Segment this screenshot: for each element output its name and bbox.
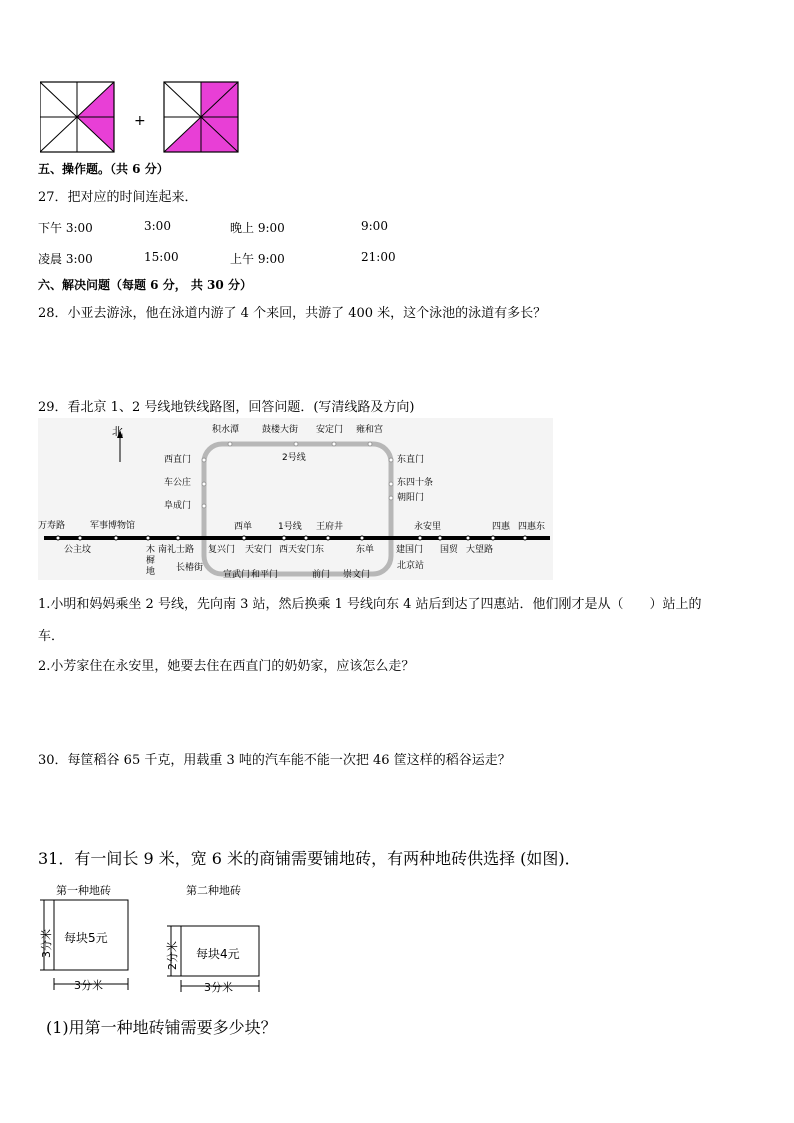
station-label: 军事博物馆 [90, 521, 136, 531]
station-label: 宣武门 [223, 570, 251, 580]
line2-label: 2号线 [282, 453, 306, 463]
station-label: 西单 [234, 522, 253, 532]
q29-sub1-line2: 车． [38, 629, 65, 644]
station-label: 和平门 [251, 570, 279, 580]
tile1-name: 第一种地砖 [56, 884, 111, 897]
q27-item: 上午 9:00 [230, 252, 285, 266]
station-label: 雍和宫 [356, 425, 384, 435]
q27-item: 晚上 9:00 [230, 221, 285, 235]
q29-title: 29．看北京 1、2 号线地铁线路图，回答问题．(写清线路及方向) [38, 400, 415, 415]
station-label: 王府井 [316, 522, 344, 532]
line1-label: 1号线 [278, 522, 302, 532]
q27-item: 凌晨 3:00 [38, 252, 93, 266]
fraction-figure [40, 80, 245, 155]
q27-item: 15:00 [144, 250, 179, 264]
q31-title: 31．有一间长 9 米，宽 6 米的商铺需要铺地砖，有两种地砖供选择 (如图)． [38, 849, 581, 868]
tile1-width: 3分米 [74, 979, 103, 992]
station-label: 安定门 [316, 425, 344, 435]
station-label: 万寿路 [38, 521, 66, 531]
station-label: 东四十条 [397, 478, 434, 488]
station-label: 车公庄 [164, 478, 192, 488]
fraction-square-right [164, 82, 238, 152]
station-label: 西直门 [164, 455, 192, 465]
fraction-square-left [40, 82, 114, 152]
q31-sub1: (1)用第一种地砖铺需要多少块？ [46, 1018, 277, 1037]
station-label: 国贸 [440, 545, 459, 555]
station-label: 东单 [356, 545, 375, 555]
station-label: 建国门 [396, 545, 424, 555]
station-label: 前门 [312, 570, 331, 580]
station-label: 崇文门 [343, 570, 371, 580]
tile1-price: 每块5元 [64, 931, 108, 945]
tile-diagrams [38, 880, 278, 1000]
station-label: 朝阳门 [397, 493, 425, 503]
station-label: 木 [146, 545, 156, 555]
station-label: 公主坟 [64, 545, 92, 555]
tile2-width: 3分米 [204, 981, 233, 994]
station-label: 鼓楼大街 [262, 425, 299, 435]
station-label: 四惠 [492, 522, 511, 532]
subway-map [38, 418, 553, 580]
tile2-height: 2分米 [166, 941, 179, 970]
q27-item: 9:00 [361, 219, 388, 233]
station-label: 天安门 [245, 545, 273, 555]
north-label: 北 [112, 425, 123, 438]
q27-item: 下午 3:00 [38, 221, 93, 235]
station-label: 地 [146, 567, 156, 577]
q29-sub2: 2.小芳家住在永安里，她要去住在西直门的奶奶家，应该怎么走？ [38, 659, 415, 674]
station-label: 大望路 [466, 545, 494, 555]
station-label: 西天安门东 [279, 545, 325, 555]
q30-text: 30．每筐稻谷 65 千克，用载重 3 吨的汽车能不能一次把 46 筐这样的稻谷运走？ [38, 753, 511, 768]
q29-sub1-line1: 1.小明和妈妈乘坐 2 号线，先向南 3 站，然后换乘 1 号线向东 4 站后到达了四惠站．他们刚才是从（ ）站上的 [38, 597, 702, 612]
q27-item: 3:00 [144, 219, 171, 233]
tile2-name: 第二种地砖 [186, 884, 241, 897]
station-label: 永安里 [414, 522, 442, 532]
section6-heading: 六、解决问题（每题 6 分， 共 30 分） [38, 278, 252, 292]
station-label: 东直门 [397, 455, 425, 465]
section5-heading: 五、操作题。（共 6 分） [38, 162, 169, 176]
station-label: 北京站 [397, 561, 425, 571]
station-label: 南礼士路 [158, 545, 195, 555]
station-label: 复兴门 [208, 545, 236, 555]
tile1-height: 3分米 [40, 929, 53, 958]
q28-text: 28．小亚去游泳，他在泳道内游了 4 个来回，共游了 400 米，这个泳池的泳道有多长？ [38, 306, 547, 321]
station-label: 长椿街 [176, 563, 204, 573]
plus-sign: + [134, 113, 146, 129]
station-label: 樨 [146, 556, 156, 566]
station-label: 阜成门 [164, 501, 192, 511]
q27-title: 27．把对应的时间连起来． [38, 190, 198, 205]
station-label: 四惠东 [518, 522, 546, 532]
q27-item: 21:00 [361, 250, 396, 264]
tile2-price: 每块4元 [196, 947, 240, 961]
station-label: 积水潭 [212, 425, 240, 435]
